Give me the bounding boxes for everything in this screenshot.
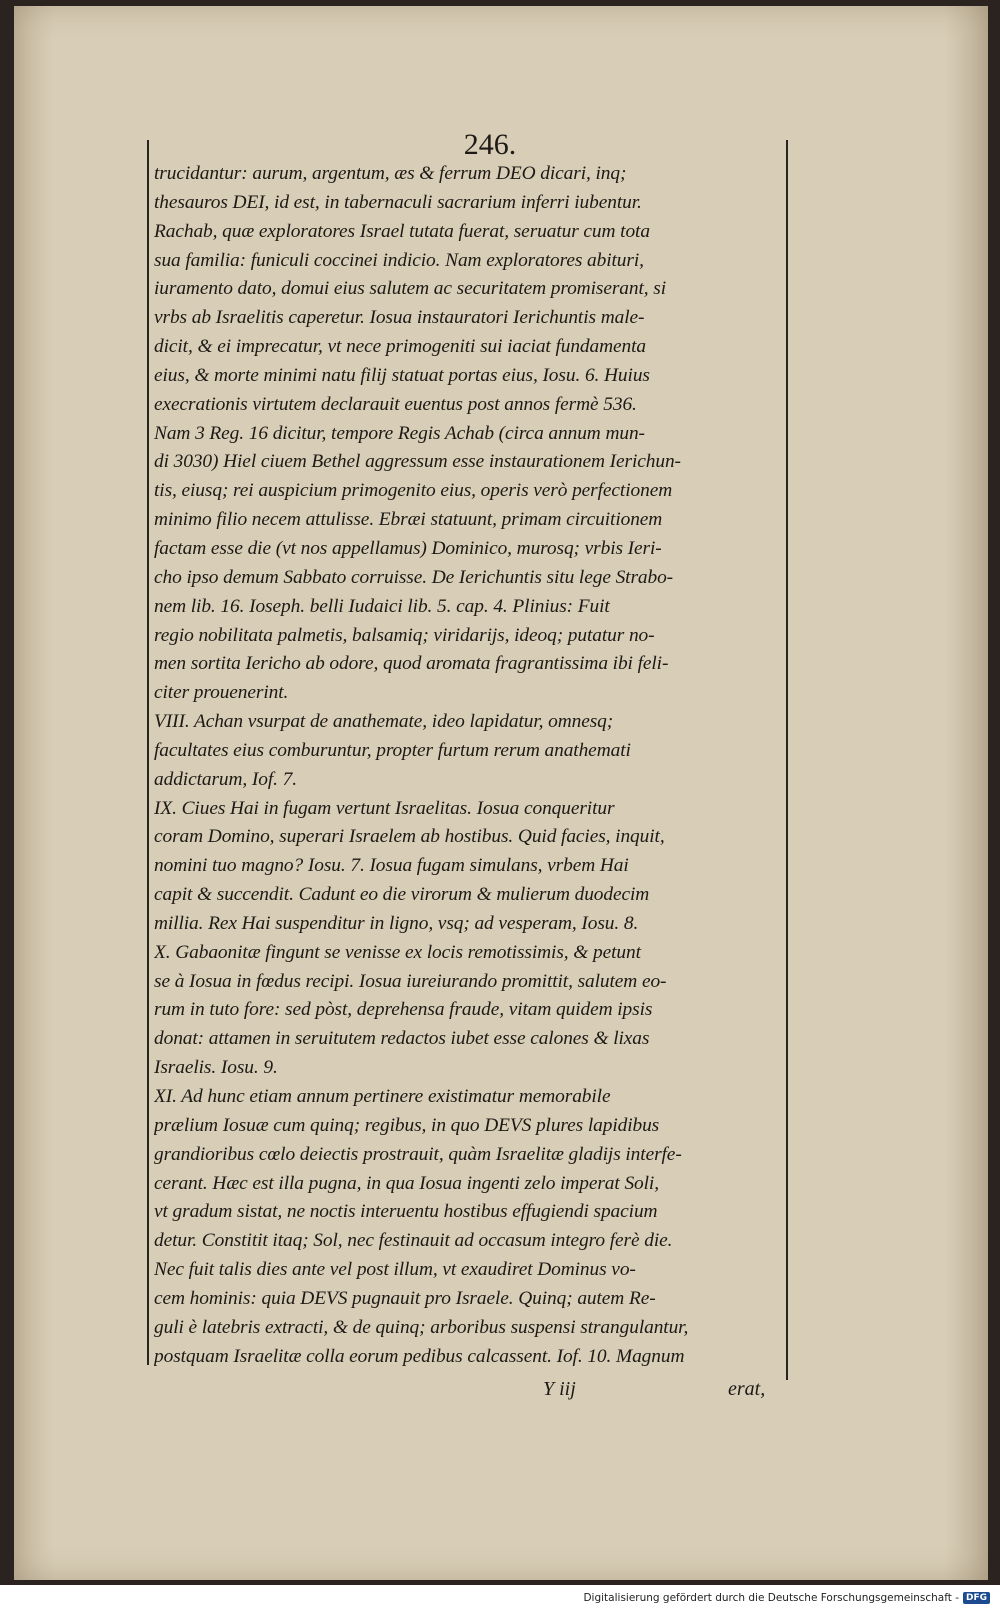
text-line: coram Domino, superari Israelem ab hostibus. Quid facies, inquit, xyxy=(154,826,665,848)
text-line: Israelis. Iosu. 9. xyxy=(154,1057,278,1079)
text-line: vt gradum sistat, ne noctis interuentu hostibus effugiendi spacium xyxy=(154,1201,658,1223)
text-line: eius, & morte minimi natu filij statuat portas eius, Iosu. 6. Huius xyxy=(154,364,650,386)
text-line: prælium Iosuæ cum quinq; regibus, in quo DEVS plures lapidibus xyxy=(154,1114,660,1136)
text-line: rum in tuto fore: sed pòst, deprehensa fraude, vitam quidem ipsis xyxy=(154,999,653,1021)
text-line: minimo filio necem attulisse. Ebræi statuunt, primam circuitionem xyxy=(154,509,663,531)
text-line: donat: attamen in seruitutem redactos iubet esse calones & lixas xyxy=(154,1028,650,1050)
catchword: erat, xyxy=(728,1378,766,1400)
text-line: sua familia: funiculi coccinei indicio. Nam exploratores abituri, xyxy=(154,249,644,271)
text-line: men sortita Iericho ab odore, quod aromata fragrantissima ibi feli- xyxy=(154,653,669,675)
credit-text: Digitalisierung gefördert durch die Deutsche Forschungsgemeinschaft - xyxy=(583,1592,959,1604)
text-line: XI. Ad hunc etiam annum pertinere existimatur memorabile xyxy=(154,1086,611,1107)
text-line: tis, eiusq; rei auspicium primogenito eius, operis verò perfectionem xyxy=(154,480,673,502)
text-line: grandioribus cœlo deiectis prostrauit, quàm Israelitæ gladijs interfe- xyxy=(154,1143,682,1165)
text-line: di 3030) Hiel ciuem Bethel aggressum esse instaurationem Ierichun- xyxy=(154,451,681,473)
text-line: detur. Constitit itaq; Sol, nec festinauit ad occasum integro ferè die. xyxy=(154,1230,673,1252)
dfg-logo-icon: DFG xyxy=(963,1592,990,1604)
text-line: citer prouenerint. xyxy=(154,682,289,704)
text-line: nem lib. 16. Ioseph. belli Iudaici lib. 5. cap. 4. Plinius: Fuit xyxy=(154,595,610,617)
text-line: VIII. Achan vsurpat de anathemate, ideo lapidatur, omnesq; xyxy=(154,711,614,733)
text-line: Nec fuit talis dies ante vel post illum, vt exaudiret Dominus vo- xyxy=(154,1259,636,1281)
left-margin-rule xyxy=(147,140,149,1365)
digitization-credit xyxy=(583,1592,990,1604)
text-line: iuramento dato, domui eius salutem ac securitatem promiserant, si xyxy=(154,278,666,300)
text-line: regio nobilitata palmetis, balsamiq; viridarijs, ideoq; putatur no- xyxy=(154,624,655,646)
text-line: trucidantur: aurum, argentum, æs & ferrum DEO dicari, inq; xyxy=(154,163,627,184)
page-number: 246. xyxy=(463,128,517,161)
text-line: vrbs ab Israelitis caperetur. Iosua instauratori Ierichuntis male- xyxy=(154,307,645,329)
text-line: X. Gabaonitæ fingunt se venisse ex locis remotissimis, & petunt xyxy=(154,941,641,963)
text-line: thesauros DEI, id est, in tabernaculi sacrarium inferri iubentur. xyxy=(154,191,642,213)
text-line: Rachab, quæ exploratores Israel tutata fuerat, seruatur cum tota xyxy=(154,220,650,242)
text-line: se à Iosua in fœdus recipi. Iosua iureiurando promittit, salutem eo- xyxy=(154,970,667,992)
text-line: capit & succendit. Cadunt eo die virorum & mulierum duodecim xyxy=(154,884,650,906)
text-line: guli è latebris extracti, & de quinq; arboribus suspensi strangulantur, xyxy=(154,1316,689,1338)
text-line: Nam 3 Reg. 16 dicitur, tempore Regis Achab (circa annum mun- xyxy=(154,422,645,444)
text-line: IX. Ciues Hai in fugam vertunt Israelitas. Iosua conqueritur xyxy=(154,797,615,819)
text-line: millia. Rex Hai suspenditur in ligno, vsq; ad vesperam, Iosu. 8. xyxy=(154,912,639,934)
text-line: nomini tuo magno? Iosu. 7. Iosua fugam simulans, vrbem Hai xyxy=(154,855,629,877)
signature-mark: Y iij xyxy=(543,1378,576,1400)
text-line: execrationis virtutem declarauit euentus post annos fermè 536. xyxy=(154,393,637,415)
text-line: postquam Israelitæ colla eorum pedibus calcassent. Iof. 10. Magnum xyxy=(154,1345,685,1367)
text-line: addictarum, Iof. 7. xyxy=(154,768,297,790)
text-line: cerant. Hæc est illa pugna, in qua Iosua ingenti zelo imperat Soli, xyxy=(154,1172,659,1194)
text-line: dicit, & ei imprecatur, vt nece primogeniti sui iaciat fundamenta xyxy=(154,336,647,358)
text-line: factam esse die (vt nos appellamus) Dominico, murosq; vrbis Ieri- xyxy=(154,537,662,559)
text-line: cho ipso demum Sabbato corruisse. De Ierichuntis situ lege Strabo- xyxy=(154,566,674,588)
text-line: cem hominis: quia DEVS pugnauit pro Israele. Quinq; autem Re- xyxy=(154,1287,656,1309)
body-text xyxy=(154,160,788,1371)
text-line: facultates eius comburuntur, propter furtum rerum anathemati xyxy=(154,739,631,761)
